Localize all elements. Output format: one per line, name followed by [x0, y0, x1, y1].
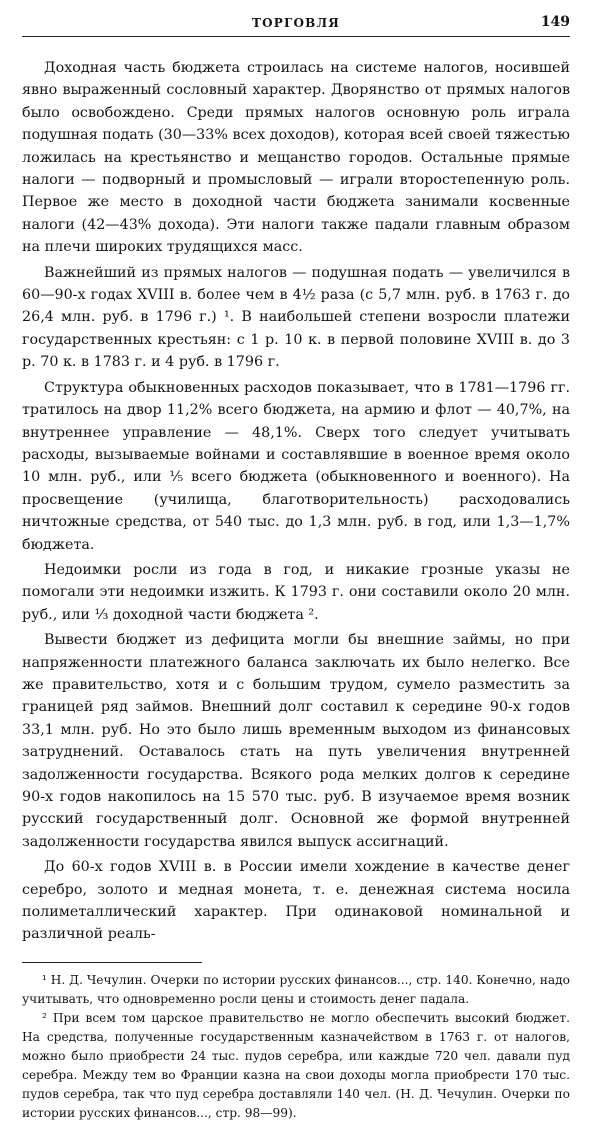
footnote: ² При всем том царское правительство не могло обеспечить высокий бюджет. На средства, полученные государственным казначейством в 1763 г. от налогов, можно было приобрести 24 тыс. пудов серебра, или каждые 720 чел. давали пуд серебра. Между тем во Франции казна на свои доходы могла приобрести 170 тыс. пудов серебра, так что пуд серебра доставляли 140 чел. (Н. Д. Чечулин. Очерки по истории русских финансов..., стр. 98—99).: [22, 1010, 570, 1120]
footnote-rule: [22, 962, 202, 963]
paragraph: Структура обыкновенных расходов показывает, что в 1781—1796 гг. тратилось на двор 11,2% всего бюджета, на армию и флот — 40,7%, на внутреннее управление — 48,1%. Сверх того следует учитывать расходы, вызываемые войнами и составлявшие в военное время около 10 млн. руб., или ⅕ всего бюджета (обыкновенного и военного). На просвещение (училища, благотворительность) расходовались ничтожные средства, от 540 тыс. до 1,3 млн. руб. в год, или 1,3—1,7% бюджета.: [22, 379, 570, 553]
footnotes: [22, 971, 570, 1123]
paragraph: До 60-х годов XVIII в. в России имели хождение в качестве денег серебро, золото и медная монета, т. е. денежная система носила полиметаллический характер. При одинаковой номинальной и различной реаль-: [22, 859, 570, 943]
paragraph: Недоимки росли из года в год, и никакие грозные указы не помогали эти недоимки изжить. К 1793 г. они составили около 20 млн. руб., или ⅓ доходной части бюджета ².: [22, 561, 570, 623]
paragraph: Вывести бюджет из дефицита могли бы внешние займы, но при напряженности платежного баланса заключать их было нелегко. Все же правительство, хотя и с большим трудом, сумело разместить за границей ряд займов. Внешний долг составил к середине 90-х годов 33,1 млн. руб. Но это было лишь временным выходом из финансовых затруднений. Оставалось стать на путь увеличения внутренней задолженности государства. Всякого рода мелких долгов к середине 90-х годов накопилось на 15 570 тыс. руб. В изучаемое время возник русский государственный долг. Основной же формой внутренней задолженности государства явился выпуск ассигнаций.: [22, 632, 570, 850]
body-text: [22, 57, 570, 946]
paragraph: Важнейший из прямых налогов — подушная подать — увеличился в 60—90-х годах XVIII в. более чем в 4½ раза (с 5,7 млн. руб. в 1763 г. до 26,4 млн. руб. в 1796 г.) ¹. В наибольшей степени возросли платежи государственных крестьян: с 1 р. 10 к. в первой половине XVIII в. до 3 р. 70 к. в 1783 г. и 4 руб. в 1796 г.: [22, 264, 570, 371]
footnote: ¹ Н. Д. Чечулин. Очерки по истории русских финансов..., стр. 140. Конечно, надо учитывать, что одновременно росли цены и стоимость денег падала.: [22, 972, 570, 1006]
page-header: [22, 14, 570, 36]
page-number: 149: [540, 14, 570, 30]
header-rule: [22, 36, 570, 37]
running-title: ТОРГОВЛЯ: [251, 16, 341, 30]
paragraph: Доходная часть бюджета строилась на системе налогов, носившей явно выраженный сословный характер. Дворянство от прямых налогов было освобождено. Среди прямых налогов основную роль играла подушная подать (30—33% всех доходов), которая всей своей тяжестью ложилась на крестьянство и мещанство городов. Остальные прямые налоги — подворный и промысловый — играли второстепенную роль. Первое же место в доходной части бюджета занимали косвенные налоги (42—43% дохода). Эти налоги также падали главным образом на плечи широких трудящихся масс.: [22, 60, 570, 256]
